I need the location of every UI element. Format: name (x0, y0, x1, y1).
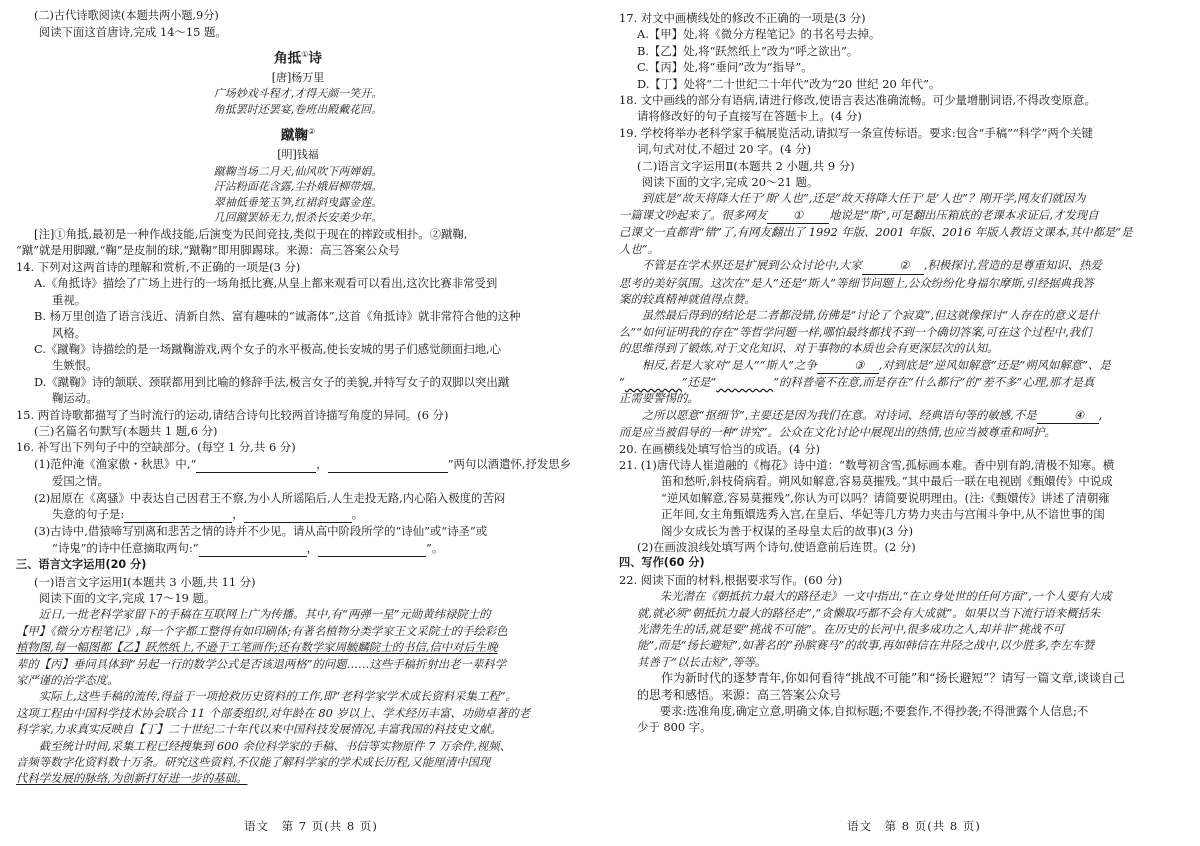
question-21: 21. (1)唐代诗人崔道融的《梅花》诗中道：“数萼初含雪,孤标画本难。香中别有韵,清极不知寒。横 (619, 457, 1115, 472)
question-19-cont: 词,句式对仗,不超过 20 字。(4 分) (637, 142, 812, 157)
writing-material (619, 588, 1183, 670)
question-14: 14. 下列对这两首诗的理解和赏析,不正确的一项是(3 分) (16, 259, 301, 274)
passage-line: 人也”。 (619, 241, 659, 256)
passage-text: ”还是“ (681, 374, 717, 389)
poem-title-text: 蹴鞠 (280, 127, 308, 144)
passage-line: 植物图,每一幅图都【乙】跃然纸上,不逊于工笔画作;还有数学家周毓麟院士的书信,信中对后生晚 (16, 640, 498, 655)
passage-text: 不管是在学术界还是扩展到公众讨论中,大家 (641, 258, 862, 273)
instruction: 阅读下面的文字,完成 17～19 题。 (38, 591, 216, 605)
question-16-2: (2)屈原在《离骚》中表达自己因君王不察,为小人所谣陷后,人生走投无路,内心陷入极度的苦闷 (34, 490, 506, 505)
question-19: 19. 学校将举办老科学家手稿展览活动,请拟写一条宣传标语。要求:包含“手稿”“科学”两个关键 (619, 125, 1093, 140)
material-line: 光潜先生的话,就是要“挑战不可能”。在历史的长河中,很多成功之人,却并非“挑战不可 (637, 622, 1065, 637)
annotation: “蹴”就是用脚蹴,“鞠”是皮制的球,“蹴鞠”即用脚踢球。来源：高三答案公众号 (16, 243, 400, 258)
answer-blank[interactable] (124, 506, 232, 523)
option-b: B. 杨万里创造了语言浅近、清新自然、富有趣味的“诚斋体”,这首《角抵诗》就非常符合他的这种 (34, 309, 521, 324)
poem-line: 几回蹴罢娇无力,恨杀长安美少年。 (213, 211, 383, 225)
section-heading: (三)名篇名句默写(本题共 1 题,6 分) (34, 423, 218, 438)
question-21-cont: 阁少女成长为善于权谋的圣母皇太后的故事)(3 分) (661, 523, 914, 538)
material-line: 其善于“以长击短”,等等。 (637, 654, 767, 669)
passage-line: 实际上,这些手稿的流传,得益于一项抢救历史资料的工作,即“老科学家学术成长资料采集工程”。 (38, 689, 517, 704)
passage-text: ,积极探讨,营造的是尊重知识、热爱 (923, 258, 1102, 273)
question-20: 20. 在画横线处填写恰当的成语。(4 分) (619, 441, 820, 456)
passage-text: 相反,若是大家对“是人”“斯人”之争 (641, 357, 817, 372)
poem-line: 广场妙戏斗程才,才得天颜一笑开。 (213, 87, 383, 101)
passage-line: 虽然最后得到的结论是二者都没错,仿佛是“讨论了个寂寞”,但这就像探讨“人存在的意义是什 (641, 308, 1100, 323)
passage-line (619, 207, 1183, 224)
passage-text: ,对到底是“逆风如解意”还是“朔风如解意”、是 (878, 357, 1111, 372)
question-21-2: (2)在画波浪线处填写两个诗句,使语意前后连贯。(2 分) (637, 540, 916, 554)
blank-2[interactable] (862, 257, 924, 274)
passage-text: 之所以愿意“抠细节”,主要还是因为我们在意。对诗词、经典语句等的敏感,不是 (641, 407, 1037, 422)
page-footer: 语文 第 7 页(共 8 页) (244, 819, 378, 833)
page-footer: 语文 第 8 页(共 8 页) (847, 819, 981, 833)
option-b: B.【乙】处,将“跃然纸上”改为“呼之欲出”。 (637, 43, 859, 58)
section-heading: 四、写作(60 分) (619, 556, 705, 570)
answer-blank[interactable] (199, 540, 307, 557)
blank-3[interactable] (817, 357, 879, 374)
wavy-blank[interactable] (625, 375, 682, 389)
question-18: 18. 文中画线的部分有语病,请进行修改,使语言表达准确流畅。可少量增删词语,不得改变原意。 (619, 93, 1096, 108)
passage-line (619, 407, 1183, 424)
poem-title (16, 47, 580, 67)
instruction: 阅读下面的文字,完成 20～21 题。 (641, 175, 819, 190)
page-right (605, 0, 1195, 846)
passage-line: 而是应当被倡导的一种“讲究”。公众在文化讨论中展现出的热情,也应当被尊重和呵护。 (619, 425, 1056, 440)
passage-line: 到底是“故天将降大任于‘斯’人也”,还是“故天将降大任于‘是’人也”？刚开学,网友们就因为 (641, 191, 1086, 206)
passage-line: 【甲】《微分方程笔记》,每一个字都工整得有如印刷体;有著名植物分类学家王文采院士的手绘彩色 (16, 623, 508, 638)
writing-requirements-cont: 少于 800 字。 (637, 720, 712, 735)
passage-line: 么”“如何证明我的存在”等哲学问题一样,哪怕最终都找不到一个确切答案,可在这个过程中,我们 (619, 324, 1092, 339)
question-18-cont: 请将修改好的句子直接写在答题卡上。(4 分) (637, 109, 862, 124)
instruction: 阅读下面这首唐诗,完成 14～15 题。 (38, 25, 227, 40)
question-17: 17. 对文中画横线处的修改不正确的一项是(3 分) (619, 11, 866, 25)
question-16-2-cont: 失意的句子是: ， 。 (16, 506, 580, 523)
section-subheading: (二)语言文字运用Ⅱ(本题共 2 小题,共 9 分) (637, 158, 855, 173)
question-16: 16. 补写出下列句子中的空缺部分。(每空 1 分,共 6 分) (16, 440, 296, 455)
poem-line: 汗沾粉面花含露,尘扑娥眉柳带烟。 (213, 180, 383, 194)
poem-title-suffix: 诗 (308, 50, 322, 67)
reading-passage (16, 606, 580, 786)
section-heading: 三、语言文字运用(20 分) (16, 558, 147, 572)
blank-label: ③ (854, 357, 865, 372)
question-21-cont: 笛和愁听,斜枝倚病看。朔风如解意,容易莫摧残。”其中最后一联在电视剧《甄嬛传》中说成 (661, 474, 1113, 489)
blank-1[interactable] (767, 207, 829, 224)
option-c-cont: 生嫉恨。 (52, 358, 98, 373)
writing-prompt-cont: 的思考和感悟。来源：高三答案公众号 (637, 687, 842, 702)
blank-label: ① (792, 207, 804, 222)
passage-line (619, 257, 1183, 274)
option-d: D.【丁】处将“二十世纪二十年代”改为“20 世纪 20 年代”。 (637, 76, 941, 91)
poem-title-text: 角抵 (274, 50, 302, 67)
poem-title (16, 124, 580, 144)
option-a: A.【甲】处,将《微分方程笔记》的书名号去掉。 (637, 27, 881, 42)
passage-line (619, 357, 1183, 374)
question-text: (1)范仲淹《渔家傲・秋思》中,“ (34, 456, 197, 471)
poem-author: [明]钱福 (277, 148, 319, 162)
poem-author: [唐]杨万里 (271, 70, 325, 84)
passage-text: , (1098, 407, 1103, 422)
question-16-1-cont: 爱国之情。 (52, 474, 109, 489)
answer-blank[interactable] (244, 506, 352, 523)
question-16-3: (3)古诗中,借猿啼写别离和悲苦之情的诗并不少见。请从高中阶段所学的“诗仙”或“诗圣”或 (34, 524, 488, 539)
material-line: 能”,而是“扬长避短”,如著名的“孙膑赛马”的故事,再如韩信在井陉之战中,以少胜多,李左车赞 (637, 638, 1095, 653)
passage-line: 思考的美好氛围。这次在“是人”还是“斯人”等细节问题上,公众纷纷化身福尔摩斯,引经据典我答 (619, 275, 1094, 290)
material-line: 就,就必须“朝抵抗力最大的路径走”,“贪懒取巧都不会有大成就”。如果以当下流行语来概括朱 (637, 605, 1101, 620)
poem-line: 翠袖低垂笼玉笋,红裙斜曳露金莲。 (213, 195, 383, 209)
passage-text: 地说是“斯”,可是翻出压箱底的老课本求证后,才发现自 (829, 207, 1099, 222)
option-c: C.【丙】处,将“垂问”改为“指导”。 (637, 60, 813, 75)
passage-line: 代科学发展的脉络,为创新打好进一步的基础。 (16, 771, 248, 786)
blank-label: ② (899, 258, 910, 273)
passage-line: 辈的【丙】垂问具体到“另起一行的数学公式是否该退两格”的问题……这些手稿折射出老一辈科学 (16, 656, 507, 671)
option-c: C.《蹴鞠》诗描绘的是一场蹴鞠游戏,两个女子的水平极高,使长安城的男子们感觉颜面扫地,心 (34, 341, 502, 356)
poem-line: 角抵罢时还罢宴,卷班出殿戴花回。 (213, 102, 383, 116)
blank-label: ④ (1073, 407, 1085, 422)
answer-blank[interactable] (328, 456, 448, 473)
section-heading: (二)古代诗歌阅读(本题共两小题,9分) (34, 9, 219, 22)
option-d-cont: 鞠运动。 (52, 391, 98, 406)
passage-line: 案的较真精神就值得点赞。 (619, 291, 756, 306)
writing-prompt: 作为新时代的逐梦青年,你如何看待“挑战不可能”和“扬长避短”？请写一篇文章,谈谈自己 (661, 671, 1126, 686)
blank-4[interactable] (1037, 407, 1099, 424)
writing-requirements: 要求:选准角度,确定立意,明确文体,自拟标题;不要套作,不得抄袭;不得泄露个人信息;不 (659, 704, 1089, 719)
option-d: D.《蹴鞠》诗的颔联、颈联都用到比喻的修辞手法,极言女子的美貌,并特写女子的双脚以突出蹴 (34, 374, 510, 389)
passage-line (619, 374, 1183, 390)
passage-line: 己课文一直都背“错”了,有网友翻出了 1992 年版、2001 年版、2016 年版人教语文课本,其中都是“是 (619, 225, 1133, 240)
answer-blank[interactable] (196, 456, 316, 473)
question-21-cont: “逆风如解意,容易莫摧残”,你认为可以吗？请简要说明理由。(注:《甄嬛传》讲述了清朝雍 (661, 490, 1110, 505)
passage-line: 音频等数字化资料数十万条。研究这些资料,不仅能了解科学家的学术成长历程,又能厘清中国现 (16, 755, 491, 770)
option-a: A.《角抵诗》描绘了广场上进行的一场角抵比赛,从皇上都来观看可以看出,这次比赛非常受到 (34, 276, 498, 291)
question-text: 失意的句子是: (52, 506, 125, 521)
footnote-marker: ② (308, 127, 316, 137)
answer-blank[interactable] (318, 540, 426, 557)
passage-line: 正需要警惕的。 (619, 391, 699, 406)
question-16-1: (1)范仲淹《渔家傲・秋思》中,“ ， ”两句以酒遣怀,抒发思乡 (16, 456, 580, 473)
passage-line: 的思维得到了锻炼,对于文化知识、对于事物的本质也会有更深层次的认知。 (619, 341, 999, 356)
option-a-cont: 重视。 (52, 292, 87, 307)
poem-line: 蹴鞠当场二月天,仙风吹下两婵娟。 (213, 164, 383, 178)
passage-text: 一篇课文吵起来了。很多网友 (619, 207, 768, 222)
passage-line: 科学家,力求真实反映自【丁】二十世纪二十年代以来中国科技发展情况,丰富我国的科技史文献。 (16, 722, 502, 737)
section-subheading: (一)语言文字运用Ⅰ(本题共 3 小题,共 11 分) (34, 574, 256, 589)
option-b-cont: 风格。 (52, 325, 87, 340)
passage-text: “ (619, 374, 625, 389)
footnote-marker: ① (301, 49, 309, 59)
question-21-cont: 正年间,女主角甄嬛选秀入宫,在皇后、华妃等几方势力夹击与宫闱斗争中,从不谙世事的闺 (661, 507, 1105, 522)
annotation: [注]①角抵,最初是一种作战技能,后演变为民间竞技,类似于现在的摔跤或相扑。②蹴鞠, (34, 227, 468, 242)
material-line: 朱光潜在《朝抵抗力最大的路径走》一文中指出,“在立身处世的任何方面”,一个人要有大成 (659, 589, 1112, 604)
question-text: ”两句以酒遣怀,抒发思乡 (447, 456, 572, 471)
passage-line: 近日,一批老科学家留下的手稿在互联网上广为传播。其中,有“两弹一星”元勋黄纬禄院士的 (38, 607, 491, 622)
question-15: 15. 两首诗歌都描写了当时流行的运动,请结合诗句比较两首诗描写角度的异同。(6 分) (16, 407, 449, 422)
question-22: 22. 阅读下面的材料,根据要求写作。(60 分) (619, 572, 843, 587)
question-text: “诗鬼”的诗中任意摘取两句:“ (52, 540, 199, 555)
passage-line: 这项工程由中国科学技术协会联合 11 个部委组织,对年龄在 80 岁以上、学术经历丰富、功勋卓著的老 (16, 705, 531, 720)
question-16-3-cont: “诗鬼”的诗中任意摘取两句:“ ， ”。 (16, 540, 580, 557)
wavy-blank[interactable] (716, 375, 773, 389)
passage-line: 家严谨的治学态度。 (16, 673, 119, 688)
passage-line: 截至统计时间,采集工程已经搜集到 600 余位科学家的手稿、书信等实物原件 7 万余件,视频、 (38, 738, 511, 753)
passage-text: ”的科普毫不在意,而是存在“什么都行”的“差不多”心理,那才是真 (773, 374, 1095, 389)
reading-passage (619, 190, 1183, 440)
page-left (0, 0, 590, 846)
